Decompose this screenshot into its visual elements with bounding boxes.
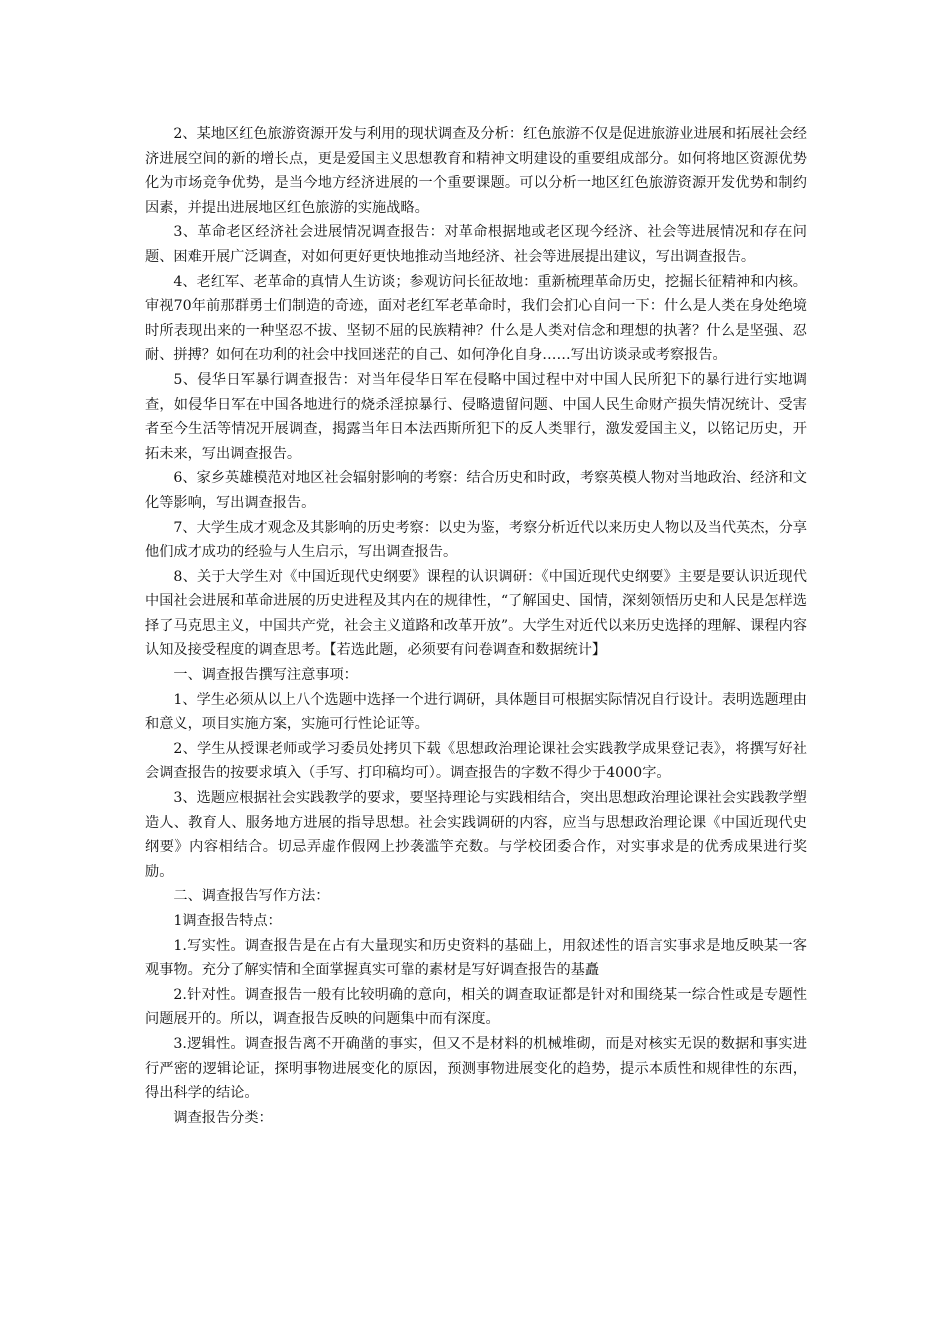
paragraph-note-1: 1、学生必须从以上八个选题中选择一个进行调研，具体题目可根据实际情况自行设计。表明选题理由和意义，项目实施方案，实施可行性论证等。	[145, 691, 807, 733]
subheading-features: 1调查报告特点：	[173, 913, 282, 929]
section-heading-methods: 二、调查报告写作方法：	[173, 888, 330, 905]
paragraph-feature-2: 2.针对性。调查报告一般有比较明确的意向，相关的调查取证都是针对和围绕某一综合性或是专题性问题展开的。所以，调查报告反映的问题集中而有深度。	[145, 986, 807, 1028]
paragraph-topic-6: 6、家乡英雄模范对地区社会辐射影响的考察：结合历史和时政，考察英模人物对当地政治、经济和文化等影响，写出调查报告。	[145, 470, 807, 511]
paragraph-topic-5: 5、侵华日军暴行调查报告：对当年侵华日军在侵略中国过程中对中国人民所犯下的暴行进行实地调查，如侵华日军在中国各地进行的烧杀淫掠暴行、侵略遗留问题、中国人民生命财产损失情况统计、受害者至今生活等情况开展调查，揭露当年日本法西斯所犯下的反人类罪行，激发爱国主义，以铭记历史，开拓未来，写出调查报告。	[145, 371, 807, 462]
paragraph-topic-3: 3、革命老区经济社会进展情况调查报告：对革命根据地或老区现今经济、社会等进展情况和存在问题、困难开展广泛调查，对如何更好更快地推动当地经济、社会等进展提出建议，写出调查报告。	[145, 224, 807, 265]
paragraph-feature-1: 1.写实性。调查报告是在占有大量现实和历史资料的基础上，用叙述性的语言实事求是地反映某一客观事物。充分了解实情和全面掌握真实可靠的素材是写好调查报告的基矗	[145, 937, 807, 979]
subheading-categories: 调查报告分类：	[173, 1109, 273, 1126]
section-heading-notes: 一、调查报告撰写注意事项：	[173, 667, 358, 684]
paragraph-topic-2: 2、某地区红色旅游资源开发与利用的现状调查及分析：红色旅游不仅是促进旅游业进展和拓展社会经济进展空间的新的增长点，更是爱国主义思想教育和精神文明建设的重要组成部分。如何将地区资源优势化为市场竞争优势，是当今地方经济进展的一个重要课题。可以分析一地区红色旅游资源开发优势和制约因素，并提出进展地区红色旅游的实施战略。	[145, 126, 807, 216]
paragraph-feature-3: 3.逻辑性。调查报告离不开确凿的事实，但又不是材料的机械堆砌，而是对核实无误的数据和事实进行严密的逻辑论证，探明事物进展变化的原因，预测事物进展变化的趋势，提示本质性和规律性的东西，得出科学的结论。	[145, 1035, 807, 1102]
paragraph-note-3: 3、选题应根据社会实践教学的要求，要坚持理论与实践相结合，突出思想政治理论课社会实践教学塑造人、教育人、服务地方进展的指导思想。社会实践调研的内容，应当与思想政治理论课《中国近现代史纲要》内容相结合。切忌弄虚作假网上抄袭滥竽充数。与学校团委合作，对实事求是的优秀成果进行奖励。	[145, 790, 807, 880]
paragraph-topic-4: 4、老红军、老革命的真情人生访谈；参观访问长征故地：重新梳理革命历史，挖掘长征精神和内核。审视70年前那群勇士们制造的奇迹，面对老红军老革命时，我们会扪心自问一下：什么是人类在身处绝境时所表现出来的一种坚忍不拔、坚韧不屈的民族精神？什么是人类对信念和理想的执著？什么是坚强、忍耐、拼搏？如何在功利的社会中找回迷茫的自己、如何净化自身……写出访谈录或考察报告。	[145, 273, 807, 364]
paragraph-topic-8: 8、关于大学生对《中国近现代史纲要》课程的认识调研：《中国近现代史纲要》主要是要认识近现代中国社会进展和革命进展的历史进程及其内在的规律性，“了解国史、国情，深刻领悟历史和人民是怎样选择了马克思主义，中国共产党，社会主义道路和改革开放”。大学生对近代以来历史选择的理解、课程内容认知及接受程度的调查思考。【若选此题，必须要有问卷调查和数据统计】	[145, 568, 807, 659]
paragraph-note-2: 2、学生从授课老师或学习委员处拷贝下载《思想政治理论课社会实践教学成果登记表》，将撰写好社会调查报告的按要求填入（手写、打印稿均可）。调查报告的字数不得少于4000字。	[145, 740, 807, 782]
paragraph-topic-7: 7、大学生成才观念及其影响的历史考察：以史为鉴，考察分析近代以来历史人物以及当代英杰，分享他们成才成功的经验与人生启示，写出调查报告。	[145, 519, 807, 561]
document-body	[145, 122, 807, 1130]
